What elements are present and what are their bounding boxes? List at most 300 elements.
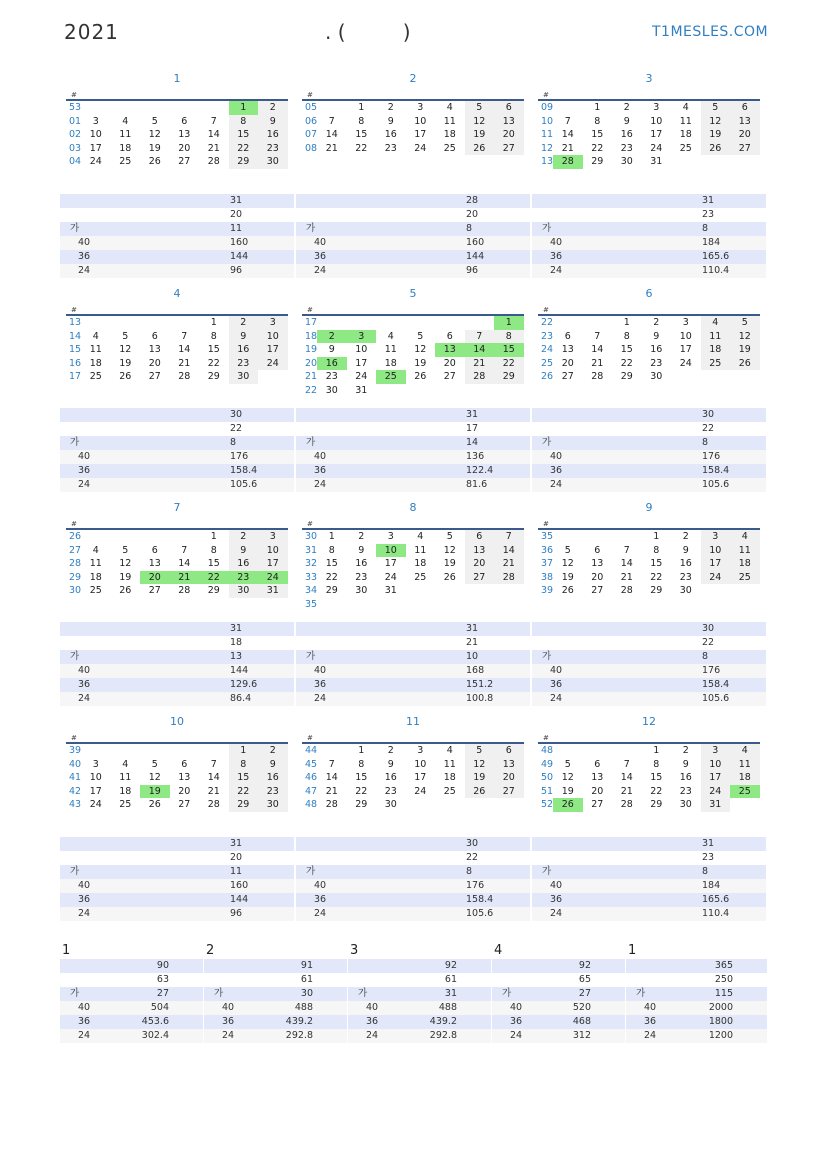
day-cell[interactable]: 29	[207, 585, 220, 597]
day-cell[interactable]: 15	[650, 772, 663, 784]
day-cell[interactable]: 2	[258, 101, 288, 115]
day-cell[interactable]: 25	[679, 142, 692, 154]
day-cell[interactable]: 5	[151, 115, 158, 127]
day-cell[interactable]: 17	[679, 344, 692, 356]
day-cell[interactable]: 19	[148, 142, 161, 154]
day-cell[interactable]	[170, 744, 200, 758]
day-cell[interactable]: 27	[591, 585, 604, 597]
day-cell[interactable]: 18	[679, 129, 692, 141]
day-cell[interactable]: 14	[620, 558, 633, 570]
day-cell[interactable]	[111, 530, 141, 544]
day-cell[interactable]: 3	[387, 531, 394, 542]
day-cell[interactable]: 4	[417, 531, 424, 542]
day-cell[interactable]	[465, 798, 495, 812]
day-cell[interactable]: 16	[679, 558, 692, 570]
day-cell[interactable]: 20	[561, 357, 574, 369]
day-cell[interactable]: 2	[682, 745, 689, 756]
day-cell[interactable]: 31	[384, 585, 397, 597]
day-cell[interactable]: 10	[650, 115, 663, 127]
day-cell[interactable]: 20	[591, 571, 604, 583]
day-cell[interactable]: 14	[620, 772, 633, 784]
day-cell[interactable]: 2	[358, 531, 365, 542]
day-cell[interactable]: 13	[435, 343, 465, 357]
day-cell[interactable]: 5	[564, 758, 571, 770]
day-cell[interactable]: 30	[229, 370, 259, 384]
day-cell[interactable]: 3	[347, 330, 377, 344]
day-cell[interactable]: 18	[443, 129, 456, 141]
day-cell[interactable]: 28	[178, 371, 191, 383]
day-cell[interactable]: 9	[328, 344, 335, 356]
day-cell[interactable]: 11	[730, 544, 760, 558]
day-cell[interactable]: 21	[207, 142, 220, 154]
day-cell[interactable]: 12	[561, 558, 574, 570]
day-cell[interactable]	[111, 744, 141, 758]
day-cell[interactable]	[376, 384, 406, 398]
day-cell[interactable]: 12	[561, 772, 574, 784]
day-cell[interactable]: 2	[387, 102, 394, 113]
day-cell[interactable]	[81, 316, 111, 330]
day-cell[interactable]: 17	[384, 558, 397, 570]
day-cell[interactable]: 10	[355, 344, 368, 356]
day-cell[interactable]	[435, 598, 465, 612]
day-cell[interactable]: 30	[679, 799, 692, 811]
day-cell[interactable]	[553, 316, 583, 330]
day-cell[interactable]: 29	[207, 371, 220, 383]
day-cell[interactable]: 1	[210, 531, 217, 542]
day-cell[interactable]: 17	[355, 357, 368, 369]
day-cell[interactable]: 20	[591, 785, 604, 797]
day-cell[interactable]: 19	[119, 357, 132, 369]
day-cell[interactable]	[199, 744, 229, 758]
day-cell[interactable]: 5	[122, 544, 129, 556]
day-cell[interactable]: 21	[561, 142, 574, 154]
day-cell[interactable]: 29	[620, 371, 633, 383]
day-cell[interactable]: 12	[148, 772, 161, 784]
day-cell[interactable]: 14	[325, 129, 338, 141]
day-cell[interactable]	[583, 744, 613, 758]
day-cell[interactable]: 20	[178, 142, 191, 154]
day-cell[interactable]: 19	[561, 571, 574, 583]
day-cell[interactable]: 17	[258, 343, 288, 357]
day-cell[interactable]	[612, 744, 642, 758]
day-cell[interactable]	[170, 101, 200, 115]
day-cell[interactable]: 5	[151, 758, 158, 770]
day-cell[interactable]: 1	[623, 317, 630, 328]
day-cell[interactable]: 28	[591, 371, 604, 383]
day-cell[interactable]: 15	[650, 558, 663, 570]
day-cell[interactable]: 19	[140, 785, 170, 799]
day-cell[interactable]: 23	[384, 142, 397, 154]
day-cell[interactable]: 4	[122, 758, 129, 770]
day-cell[interactable]: 11	[679, 115, 692, 127]
day-cell[interactable]: 15	[620, 344, 633, 356]
day-cell[interactable]: 5	[701, 101, 731, 115]
day-cell[interactable]: 8	[229, 115, 259, 129]
day-cell[interactable]: 18	[414, 558, 427, 570]
day-cell[interactable]: 23	[650, 357, 663, 369]
day-cell[interactable]: 29	[494, 370, 524, 384]
day-cell[interactable]	[465, 384, 495, 398]
day-cell[interactable]	[140, 101, 170, 115]
day-cell[interactable]: 16	[229, 343, 259, 357]
day-cell[interactable]: 12	[465, 758, 495, 772]
day-cell[interactable]: 25	[119, 156, 132, 168]
day-cell[interactable]: 21	[170, 571, 200, 585]
day-cell[interactable]	[317, 316, 347, 330]
day-cell[interactable]: 19	[701, 128, 731, 142]
day-cell[interactable]: 5	[730, 316, 760, 330]
day-cell[interactable]: 6	[181, 758, 188, 770]
day-cell[interactable]: 9	[358, 544, 365, 556]
day-cell[interactable]: 13	[465, 544, 495, 558]
day-cell[interactable]: 3	[701, 530, 731, 544]
day-cell[interactable]: 14	[178, 558, 191, 570]
day-cell[interactable]: 19	[465, 771, 495, 785]
day-cell[interactable]	[406, 798, 436, 812]
day-cell[interactable]: 8	[653, 758, 660, 770]
day-cell[interactable]	[140, 530, 170, 544]
day-cell[interactable]	[199, 101, 229, 115]
day-cell[interactable]: 7	[623, 544, 630, 556]
day-cell[interactable]: 10	[701, 544, 731, 558]
day-cell[interactable]: 25	[443, 785, 456, 797]
day-cell[interactable]: 2	[682, 531, 689, 542]
day-cell[interactable]	[317, 598, 347, 612]
day-cell[interactable]: 20	[730, 128, 760, 142]
day-cell[interactable]: 5	[564, 544, 571, 556]
day-cell[interactable]: 9	[258, 115, 288, 129]
day-cell[interactable]: 1	[358, 102, 365, 113]
day-cell[interactable]: 1	[653, 745, 660, 756]
day-cell[interactable]: 3	[682, 317, 689, 328]
day-cell[interactable]: 12	[119, 344, 132, 356]
day-cell[interactable]: 28	[325, 799, 338, 811]
day-cell[interactable]: 22	[199, 571, 229, 585]
day-cell[interactable]: 19	[414, 357, 427, 369]
day-cell[interactable]: 16	[258, 128, 288, 142]
day-cell[interactable]	[140, 316, 170, 330]
day-cell[interactable]: 17	[258, 557, 288, 571]
day-cell[interactable]: 30	[229, 584, 259, 598]
day-cell[interactable]	[435, 384, 465, 398]
day-cell[interactable]: 22	[620, 357, 633, 369]
day-cell[interactable]: 14	[325, 772, 338, 784]
day-cell[interactable]	[406, 384, 436, 398]
day-cell[interactable]: 20	[443, 357, 456, 369]
day-cell[interactable]: 16	[229, 557, 259, 571]
day-cell[interactable]: 27	[148, 371, 161, 383]
day-cell[interactable]: 12	[443, 544, 456, 556]
day-cell[interactable]: 17	[414, 772, 427, 784]
day-cell[interactable]	[494, 598, 524, 612]
day-cell[interactable]: 16	[355, 558, 368, 570]
day-cell[interactable]	[730, 155, 760, 169]
day-cell[interactable]: 4	[730, 530, 760, 544]
day-cell[interactable]: 8	[594, 115, 601, 127]
day-cell[interactable]: 8	[358, 758, 365, 770]
day-cell[interactable]: 11	[119, 129, 132, 141]
day-cell[interactable]: 16	[384, 772, 397, 784]
day-cell[interactable]: 3	[653, 102, 660, 113]
day-cell[interactable]: 27	[730, 142, 760, 156]
day-cell[interactable]: 26	[553, 798, 583, 812]
day-cell[interactable]: 18	[119, 142, 132, 154]
day-cell[interactable]: 1	[494, 316, 524, 330]
day-cell[interactable]: 12	[465, 115, 495, 129]
day-cell[interactable]	[111, 101, 141, 115]
day-cell[interactable]: 15	[229, 128, 259, 142]
day-cell[interactable]: 11	[384, 344, 397, 356]
day-cell[interactable]	[170, 316, 200, 330]
day-cell[interactable]: 23	[355, 571, 368, 583]
day-cell[interactable]: 18	[119, 785, 132, 797]
day-cell[interactable]: 5	[446, 531, 453, 542]
day-cell[interactable]: 30	[355, 585, 368, 597]
day-cell[interactable]: 10	[701, 758, 731, 772]
day-cell[interactable]: 21	[620, 571, 633, 583]
day-cell[interactable]: 30	[620, 156, 633, 168]
day-cell[interactable]: 26	[148, 799, 161, 811]
day-cell[interactable]: 13	[148, 558, 161, 570]
day-cell[interactable]	[317, 744, 347, 758]
day-cell[interactable]: 6	[730, 101, 760, 115]
day-cell[interactable]	[81, 530, 111, 544]
day-cell[interactable]	[347, 316, 377, 330]
day-cell[interactable]: 16	[620, 129, 633, 141]
day-cell[interactable]: 15	[207, 344, 220, 356]
day-cell[interactable]: 12	[701, 115, 731, 129]
day-cell[interactable]: 15	[355, 129, 368, 141]
day-cell[interactable]	[583, 530, 613, 544]
day-cell[interactable]: 20	[148, 357, 161, 369]
day-cell[interactable]: 24	[701, 571, 731, 585]
day-cell[interactable]: 26	[119, 371, 132, 383]
day-cell[interactable]: 24	[258, 571, 288, 585]
day-cell[interactable]: 7	[494, 530, 524, 544]
day-cell[interactable]: 26	[465, 142, 495, 156]
day-cell[interactable]: 10	[376, 544, 406, 558]
day-cell[interactable]: 3	[417, 745, 424, 756]
day-cell[interactable]: 16	[317, 357, 347, 371]
day-cell[interactable]: 16	[384, 129, 397, 141]
day-cell[interactable]: 13	[148, 344, 161, 356]
day-cell[interactable]: 8	[653, 544, 660, 556]
day-cell[interactable]: 3	[701, 744, 731, 758]
day-cell[interactable]: 1	[653, 531, 660, 542]
day-cell[interactable]: 12	[730, 330, 760, 344]
day-cell[interactable]: 9	[229, 544, 259, 558]
day-cell[interactable]: 6	[446, 330, 453, 342]
day-cell[interactable]: 22	[325, 571, 338, 583]
day-cell[interactable]: 1	[358, 745, 365, 756]
day-cell[interactable]: 14	[207, 772, 220, 784]
day-cell[interactable]: 6	[564, 330, 571, 342]
day-cell[interactable]: 4	[701, 316, 731, 330]
day-cell[interactable]: 21	[178, 357, 191, 369]
day-cell[interactable]: 28	[207, 156, 220, 168]
day-cell[interactable]: 23	[258, 142, 288, 156]
day-cell[interactable]: 21	[465, 357, 495, 371]
day-cell[interactable]	[170, 530, 200, 544]
day-cell[interactable]: 26	[465, 785, 495, 799]
day-cell[interactable]: 26	[148, 156, 161, 168]
day-cell[interactable]: 1	[594, 102, 601, 113]
day-cell[interactable]: 30	[650, 371, 663, 383]
day-cell[interactable]	[435, 584, 465, 598]
day-cell[interactable]: 12	[148, 129, 161, 141]
day-cell[interactable]: 13	[178, 129, 191, 141]
day-cell[interactable]	[494, 798, 524, 812]
day-cell[interactable]: 26	[701, 142, 731, 156]
day-cell[interactable]: 30	[679, 585, 692, 597]
day-cell[interactable]: 8	[210, 544, 217, 556]
day-cell[interactable]	[553, 744, 583, 758]
day-cell[interactable]: 1	[328, 531, 335, 542]
day-cell[interactable]: 15	[207, 558, 220, 570]
day-cell[interactable]: 27	[178, 799, 191, 811]
day-cell[interactable]: 7	[594, 330, 601, 342]
day-cell[interactable]: 7	[181, 330, 188, 342]
day-cell[interactable]: 11	[701, 330, 731, 344]
day-cell[interactable]: 23	[258, 785, 288, 799]
day-cell[interactable]: 28	[553, 155, 583, 169]
day-cell[interactable]: 31	[355, 384, 368, 396]
day-cell[interactable]: 3	[92, 758, 99, 770]
day-cell[interactable]: 24	[701, 785, 731, 799]
day-cell[interactable]: 7	[328, 758, 335, 770]
day-cell[interactable]: 16	[650, 344, 663, 356]
day-cell[interactable]: 5	[122, 330, 129, 342]
day-cell[interactable]: 29	[591, 156, 604, 168]
day-cell[interactable]: 24	[384, 571, 397, 583]
day-cell[interactable]: 28	[178, 585, 191, 597]
day-cell[interactable]: 4	[682, 102, 689, 113]
day-cell[interactable]: 17	[701, 771, 731, 785]
day-cell[interactable]: 4	[122, 115, 129, 127]
day-cell[interactable]: 6	[494, 101, 524, 115]
day-cell[interactable]: 21	[620, 785, 633, 797]
day-cell[interactable]: 7	[564, 115, 571, 127]
day-cell[interactable]: 30	[325, 384, 338, 396]
day-cell[interactable]: 23	[325, 371, 338, 383]
day-cell[interactable]: 27	[561, 371, 574, 383]
day-cell[interactable]: 22	[591, 142, 604, 154]
day-cell[interactable]: 6	[151, 544, 158, 556]
day-cell[interactable]: 14	[207, 129, 220, 141]
day-cell[interactable]: 8	[328, 544, 335, 556]
day-cell[interactable]: 22	[494, 357, 524, 371]
day-cell[interactable]: 3	[417, 102, 424, 113]
day-cell[interactable]: 22	[650, 571, 663, 583]
day-cell[interactable]: 23	[384, 785, 397, 797]
day-cell[interactable]: 15	[325, 558, 338, 570]
day-cell[interactable]: 25	[443, 142, 456, 154]
day-cell[interactable]	[435, 316, 465, 330]
day-cell[interactable]: 6	[594, 544, 601, 556]
day-cell[interactable]	[553, 530, 583, 544]
day-cell[interactable]: 23	[620, 142, 633, 154]
day-cell[interactable]: 25	[414, 571, 427, 583]
day-cell[interactable]: 21	[325, 785, 338, 797]
day-cell[interactable]: 30	[384, 799, 397, 811]
day-cell[interactable]: 25	[701, 357, 731, 371]
day-cell[interactable]	[347, 598, 377, 612]
day-cell[interactable]: 22	[355, 142, 368, 154]
day-cell[interactable]	[671, 155, 701, 169]
day-cell[interactable]: 9	[653, 330, 660, 342]
day-cell[interactable]: 2	[387, 745, 394, 756]
day-cell[interactable]: 21	[325, 142, 338, 154]
day-cell[interactable]: 11	[443, 758, 456, 770]
day-cell[interactable]: 30	[258, 798, 288, 812]
day-cell[interactable]	[465, 316, 495, 330]
day-cell[interactable]: 27	[178, 156, 191, 168]
day-cell[interactable]: 9	[229, 330, 259, 344]
day-cell[interactable]	[465, 584, 495, 598]
day-cell[interactable]	[494, 584, 524, 598]
day-cell[interactable]: 22	[650, 785, 663, 797]
day-cell[interactable]: 28	[465, 370, 495, 384]
day-cell[interactable]: 2	[653, 317, 660, 328]
day-cell[interactable]: 24	[679, 357, 692, 369]
day-cell[interactable]	[435, 798, 465, 812]
day-cell[interactable]	[701, 370, 731, 384]
day-cell[interactable]: 4	[446, 745, 453, 756]
day-cell[interactable]: 11	[119, 772, 132, 784]
day-cell[interactable]: 20	[494, 771, 524, 785]
day-cell[interactable]: 29	[355, 799, 368, 811]
day-cell[interactable]: 3	[258, 316, 288, 330]
day-cell[interactable]: 17	[89, 142, 102, 154]
day-cell[interactable]: 24	[258, 357, 288, 371]
day-cell[interactable]: 27	[591, 799, 604, 811]
day-cell[interactable]	[258, 370, 288, 384]
day-cell[interactable]: 27	[443, 371, 456, 383]
day-cell[interactable]: 1	[210, 317, 217, 328]
day-cell[interactable]: 9	[682, 758, 689, 770]
day-cell[interactable]: 6	[594, 758, 601, 770]
day-cell[interactable]: 24	[89, 156, 102, 168]
day-cell[interactable]	[671, 370, 701, 384]
day-cell[interactable]: 4	[387, 330, 394, 342]
day-cell[interactable]: 11	[89, 344, 102, 356]
day-cell[interactable]: 13	[494, 115, 524, 129]
day-cell[interactable]: 19	[443, 558, 456, 570]
day-cell[interactable]: 16	[679, 772, 692, 784]
day-cell[interactable]	[553, 101, 583, 115]
day-cell[interactable]: 27	[494, 142, 524, 156]
day-cell[interactable]: 24	[650, 142, 663, 154]
day-cell[interactable]: 10	[89, 772, 102, 784]
day-cell[interactable]: 2	[229, 316, 259, 330]
day-cell[interactable]: 27	[465, 571, 495, 585]
day-cell[interactable]: 4	[730, 744, 760, 758]
day-cell[interactable]: 29	[650, 585, 663, 597]
day-cell[interactable]	[730, 370, 760, 384]
day-cell[interactable]: 18	[701, 343, 731, 357]
day-cell[interactable]	[465, 598, 495, 612]
day-cell[interactable]: 29	[325, 585, 338, 597]
day-cell[interactable]: 8	[494, 330, 524, 344]
day-cell[interactable]	[140, 744, 170, 758]
day-cell[interactable]: 27	[148, 585, 161, 597]
day-cell[interactable]: 5	[417, 330, 424, 342]
day-cell[interactable]	[406, 598, 436, 612]
site-logo[interactable]: T1MESLES.COM	[652, 24, 769, 40]
day-cell[interactable]	[406, 316, 436, 330]
day-cell[interactable]: 31	[701, 798, 731, 812]
day-cell[interactable]: 14	[178, 344, 191, 356]
